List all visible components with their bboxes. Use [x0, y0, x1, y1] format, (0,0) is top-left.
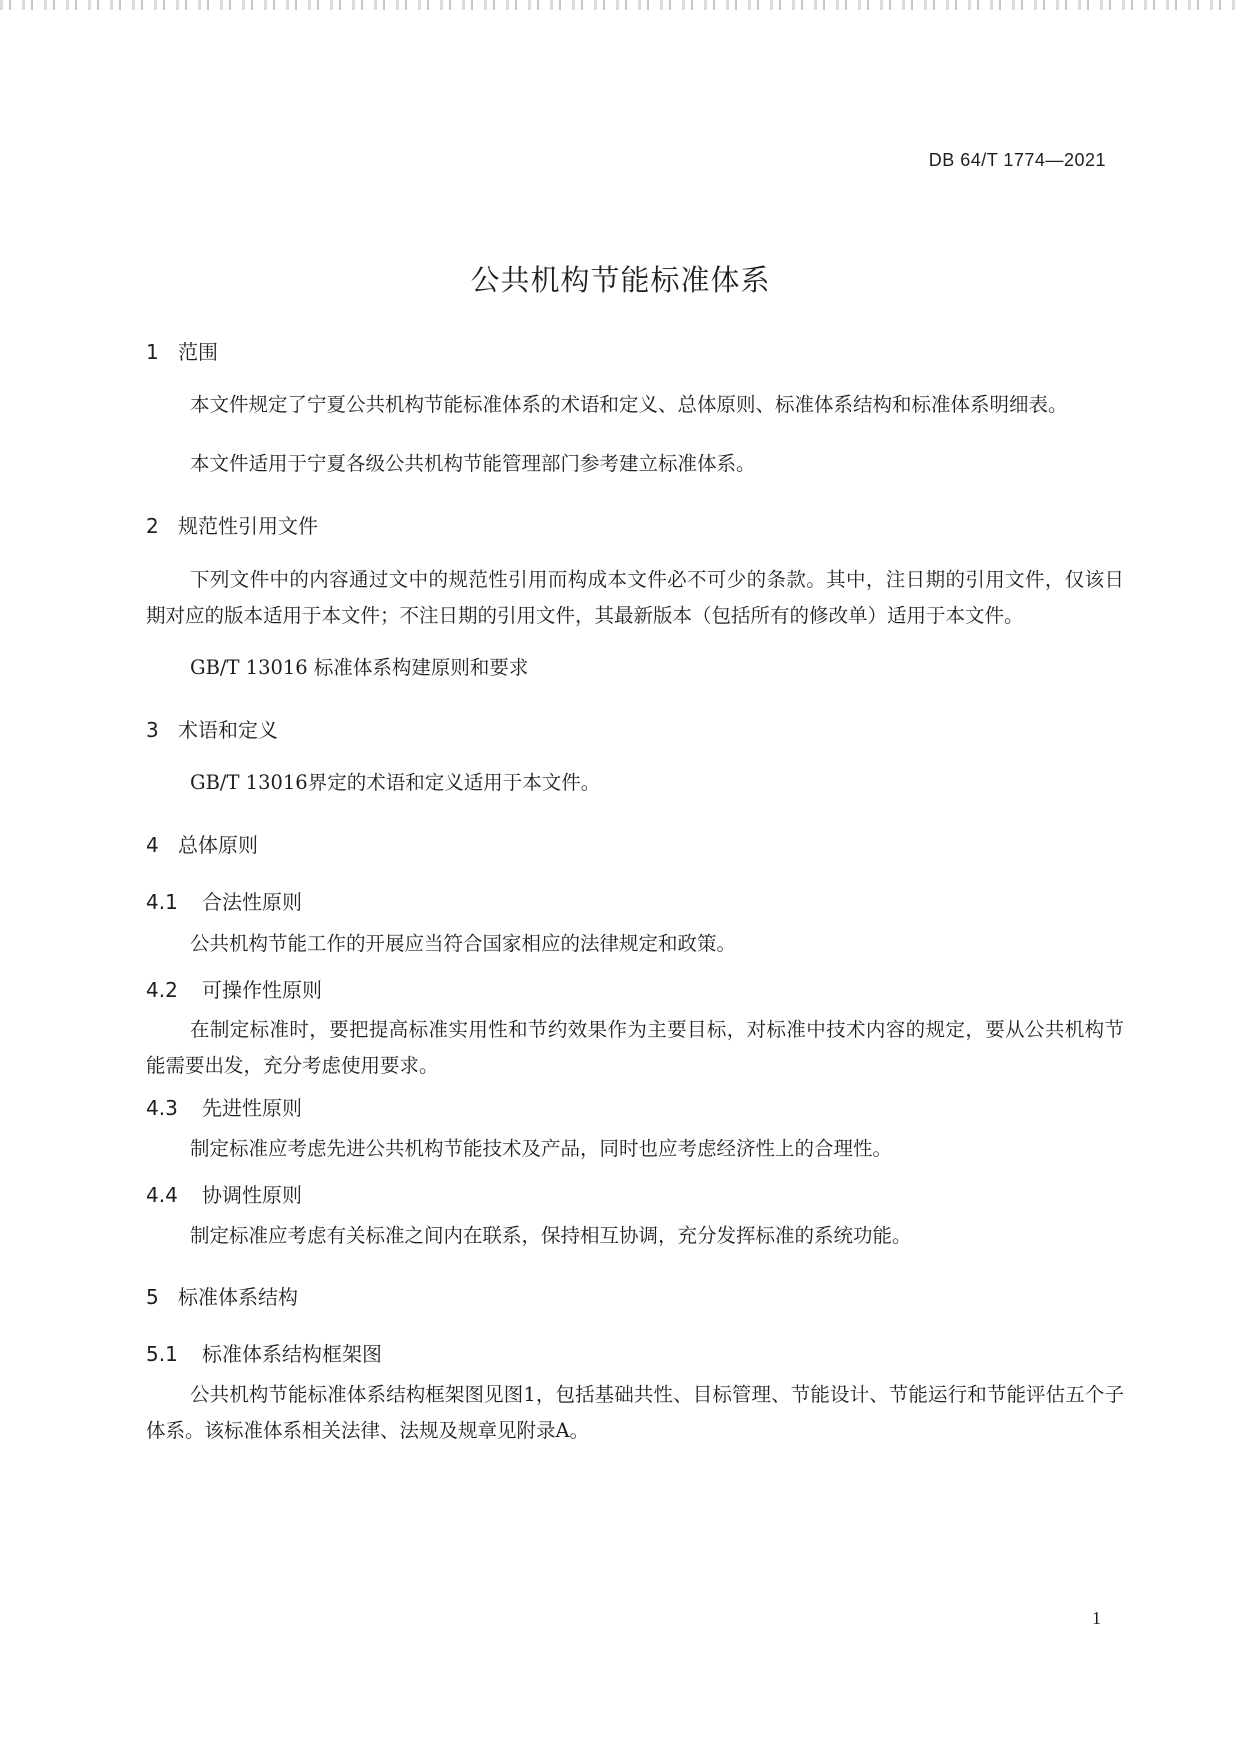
section-number: 4: [146, 833, 159, 857]
section-title: 总体原则: [178, 833, 258, 857]
section-3-paragraph-1: GB/T 13016界定的术语和定义适用于本文件。: [190, 771, 601, 794]
section-number: 4.4: [146, 1183, 178, 1207]
section-1-paragraph-2: 本文件适用于宁夏各级公共机构节能管理部门参考建立标准体系。: [190, 452, 756, 475]
section-title: 可操作性原则: [202, 978, 322, 1002]
section-3-heading: [146, 714, 278, 743]
page-number: 1: [1092, 1608, 1101, 1628]
section-1-heading: [146, 336, 218, 365]
section-4-3-heading: [146, 1092, 302, 1121]
section-number: 4.3: [146, 1096, 178, 1120]
document-code: DB 64/T 1774—2021: [928, 150, 1106, 170]
section-title: 协调性原则: [202, 1183, 302, 1207]
section-5-1-heading: [146, 1338, 382, 1367]
section-title: 合法性原则: [202, 890, 302, 914]
section-title: 标准体系结构框架图: [202, 1342, 382, 1366]
page-title: 公共机构节能标准体系: [470, 263, 771, 297]
section-5-heading: [146, 1281, 298, 1310]
section-2-paragraph-1: 下列文件中的内容通过文中的规范性引用而构成本文件必不可少的条款。其中，注日期的引用文件，仅该日期对应的版本适用于本文件；不注日期的引用文件，其最新版本（包括所有的修改单）适用于本文件。: [146, 568, 1124, 627]
section-number: 4.2: [146, 978, 178, 1002]
section-title: 规范性引用文件: [178, 514, 318, 538]
section-4-1-paragraph-1: 公共机构节能工作的开展应当符合国家相应的法律规定和政策。: [190, 932, 737, 955]
section-number: 4.1: [146, 890, 178, 914]
section-number: 5.1: [146, 1342, 178, 1366]
scan-edge-artifact: [0, 0, 1241, 10]
section-number: 1: [146, 340, 159, 364]
section-title: 范围: [178, 340, 218, 364]
section-2-reference-1: GB/T 13016 标准体系构建原则和要求: [190, 656, 529, 679]
section-number: 5: [146, 1285, 159, 1309]
section-number: 3: [146, 718, 159, 742]
section-1-paragraph-1: 本文件规定了宁夏公共机构节能标准体系的术语和定义、总体原则、标准体系结构和标准体系明细表。: [190, 393, 1068, 416]
section-title: 标准体系结构: [178, 1285, 298, 1309]
section-4-4-heading: [146, 1179, 302, 1208]
section-4-4-paragraph-1: 制定标准应考虑有关标准之间内在联系，保持相互协调，充分发挥标准的系统功能。: [190, 1224, 912, 1247]
section-4-2-paragraph-1: 在制定标准时，要把提高标准实用性和节约效果作为主要目标，对标准中技术内容的规定，要从公共机构节能需要出发，充分考虑使用要求。: [146, 1018, 1124, 1077]
section-4-3-paragraph-1: 制定标准应考虑先进公共机构节能技术及产品，同时也应考虑经济性上的合理性。: [190, 1137, 893, 1160]
section-title: 先进性原则: [202, 1096, 302, 1120]
section-5-1-paragraph-1: 公共机构节能标准体系结构框架图见图1，包括基础共性、目标管理、节能设计、节能运行和节能评估五个子体系。该标准体系相关法律、法规及规章见附录A。: [146, 1383, 1124, 1442]
section-number: 2: [146, 514, 159, 538]
section-title: 术语和定义: [178, 718, 278, 742]
section-4-1-heading: [146, 886, 302, 915]
section-2-heading: [146, 510, 318, 539]
section-4-2-heading: [146, 974, 322, 1003]
section-4-heading: [146, 829, 258, 858]
